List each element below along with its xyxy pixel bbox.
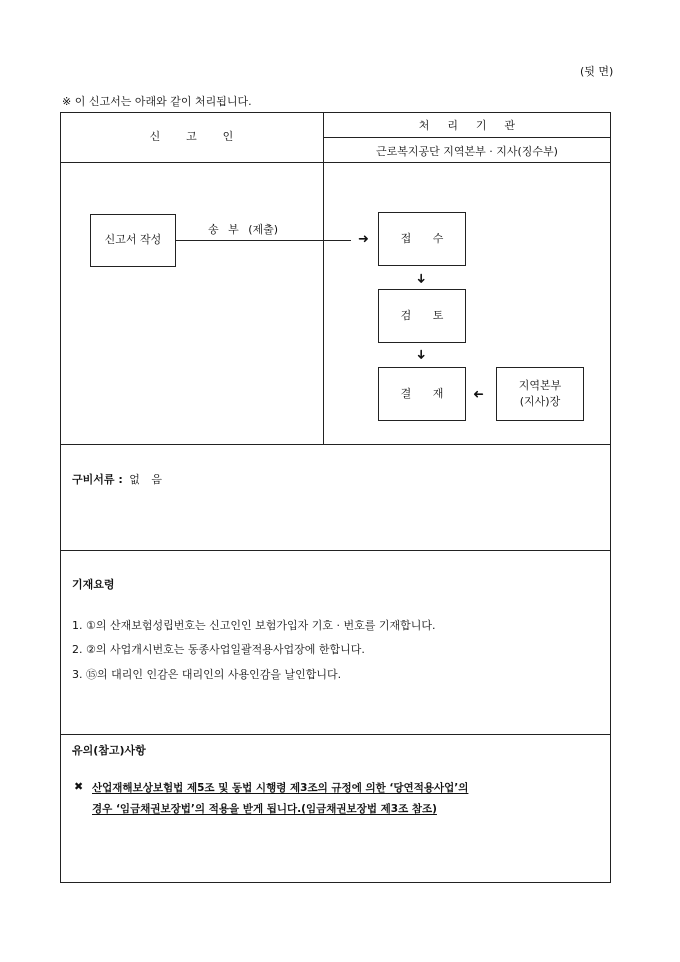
docs-section-divider: [60, 550, 611, 551]
required-docs-row: [72, 471, 162, 487]
approver-box: [496, 367, 584, 421]
step-receive-label: 접 수: [400, 231, 444, 245]
flow-step-approve: [378, 367, 466, 421]
flow-section-divider: [60, 444, 611, 445]
approver-line1: 지역본부: [518, 378, 562, 392]
agency-header: 처 리 기 관: [418, 119, 516, 132]
flow-step-review: [378, 289, 466, 343]
instructions-title: 기재요령: [72, 578, 115, 591]
instruction-item-1: 1. ①의 산재보험성립번호는 신고인인 보험가입자 기호 · 번호를 기재합니다.: [72, 619, 436, 632]
step-approve-label: 결 재: [400, 386, 444, 400]
notice-line-2: 경우 ‘임금채권보장법’의 적용을 받게 됩니다.(임금채권보장법 제3조 참조): [92, 803, 437, 815]
approver-line2: (지사)장: [519, 395, 561, 408]
page-side-label: (뒷 면): [580, 65, 614, 78]
arrow-down-icon: ➜: [412, 273, 428, 284]
agency-subheader: 근로복지공단 지역본부 · 지사(징수부): [376, 145, 558, 158]
required-docs-label: 구비서류 :: [72, 473, 123, 486]
required-docs-value: 없 음: [129, 473, 162, 486]
notice-mark-icon: ✖: [74, 780, 84, 793]
instruction-item-2: 2. ②의 사업개시번호는 동종사업일괄적용사업장에 한합니다.: [72, 643, 365, 656]
arrow-right-icon: ➜: [358, 232, 369, 247]
header-sub-divider: [323, 137, 611, 138]
applicant-header: 신 고 인: [149, 130, 234, 143]
arrow-down-icon: ➜: [412, 349, 428, 360]
send-label: 송 부 (제출): [208, 223, 279, 236]
flow-start-label: 신고서 작성: [104, 233, 162, 247]
instructions-section-divider: [60, 734, 611, 735]
notice-line-1: 산업재해보상보험법 제5조 및 동법 시행령 제3조의 규정에 의한 ‘당연적용사업’의: [92, 782, 469, 794]
intro-text: ※ 이 신고서는 아래와 같이 처리됩니다.: [62, 95, 252, 108]
notice-title: 유의(참고)사항: [72, 744, 146, 757]
send-connector-line: [176, 240, 351, 241]
arrow-left-icon: ➜: [473, 386, 484, 401]
instruction-item-3: 3. ⑮의 대리인 인감은 대리인의 사용인감을 날인합니다.: [72, 668, 342, 681]
flow-step-receive: [378, 212, 466, 266]
step-review-label: 검 토: [400, 308, 444, 322]
flow-start-box: [90, 214, 176, 267]
header-divider: [60, 162, 611, 163]
